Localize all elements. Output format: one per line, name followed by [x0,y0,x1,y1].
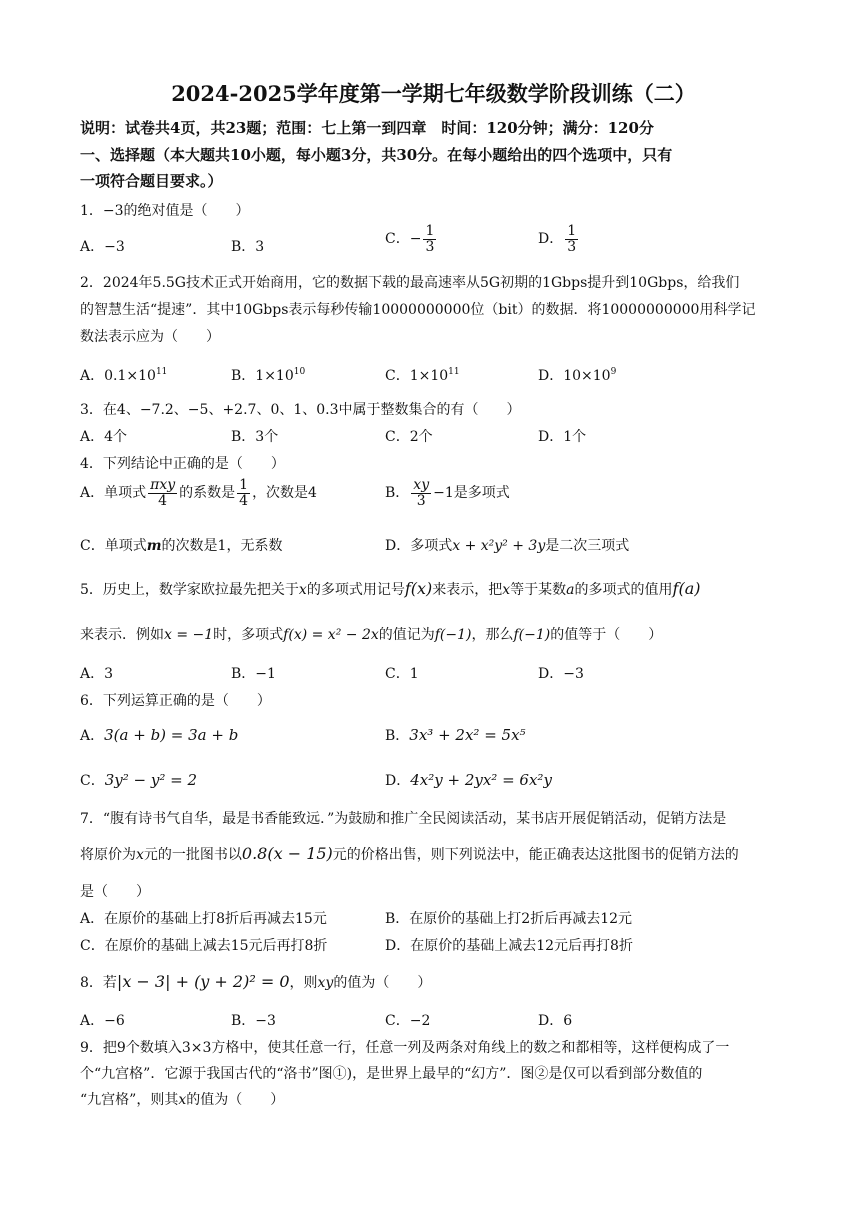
q6-option-c: C．3y² − y² = 2 [80,771,197,789]
q2-option-d: D．$10\times 10^9$ [538,367,617,384]
question-7-stem-3: 是（ ） [80,884,150,900]
q2-option-a: A．$0.1\times 10^{11}$ [80,367,168,384]
q4-option-c: C．单项式m的次数是1，无系数 [80,538,283,554]
question-5-stem-2: 来表示．例如x = −1时，多项式f(x) = x² − 2x的值记为f(−1)，那么f(−1)的值等于（ ） [80,627,663,643]
question-4-stem: 4．下列结论中正确的是（ ） [80,456,285,472]
q3-option-d: D．1个 [538,429,587,445]
q6-option-a: A．3(a + b) = 3a + b [80,726,239,744]
q6-option-b: B．3x³ + 2x² = 5x⁵ [385,726,526,744]
question-9-stem-3: “九宫格”，则其x的值为（ ） [80,1092,285,1108]
q4-option-a: A．单项式 $\frac{\text{πxy}}{4}$ 的系数是 $\frac{1}{4}$ ，次数是4 [80,477,317,509]
q7-option-a: A．在原价的基础上打8折后再减去15元 [80,911,327,927]
question-1-stem: 1．−3的绝对值是（ ） [80,203,250,219]
q4-option-d: D．多项式x + x²y² + 3y是二次三项式 [385,538,630,554]
q5-option-d: D．−3 [538,666,584,682]
q3-option-a: A．4个 [80,429,128,445]
q7-option-b: B．在原价的基础上打2折后再减去12元 [385,911,633,927]
question-7-stem-1: 7．“腹有诗书气自华，最是书香能致远．”为鼓励和推广全民阅读活动，某书店开展促销活动，促销方法是 [80,811,727,827]
question-6-stem: 6．下列运算正确的是（ ） [80,693,271,709]
question-2-stem-3: 数法表示应为（ ） [80,329,220,345]
q8-option-d: D．6 [538,1013,573,1029]
question-3-stem: 3．在4、−7.2、−5、+2.7、0、1、0.3中属于整数集合的有（ ） [80,402,521,418]
q3-option-c: C．2个 [385,429,433,445]
q8-option-b: B．−3 [231,1013,276,1029]
section-heading-2: 一项符合题目要求。） [80,172,223,190]
q5-option-a: A．3 [80,666,114,682]
q8-option-c: C．−2 [385,1013,431,1029]
question-9-stem-2: 个“九宫格”．它源于我国古代的“洛书”图①)，是世界上最早的“幻方”．图②是仅可以看到部分数值的 [80,1066,703,1082]
q1-option-c: C．− $\frac{1}{3}$ [385,223,435,255]
q7-option-c: C．在原价的基础上减去15元后再打8折 [80,938,328,954]
q3-option-b: B．3个 [231,429,279,445]
exam-title: 2024-2025学年度第一学期七年级数学阶段训练（二） [171,81,696,106]
question-9-stem-1: 9．把9个数填入3×3方格中，使其任意一行，任意一列及两条对角线上的数之和都相等，这样便构成了一 [80,1040,730,1056]
question-2-stem-1: 2．2024年5.5G技术正式开始商用，它的数据下载的最高速率从5G初期的1Gbps提升到10Gbps，给我们 [80,275,740,291]
question-2-stem-2: 的智慧生活“提速”．其中10Gbps表示每秒传输10000000000位（bit）的数据．将10000000000用科学记 [80,302,756,318]
q1-option-b: B．3 [231,239,265,255]
q8-option-a: A．−6 [80,1013,125,1029]
q4-option-b: B． $\frac{xy}{3}$ −1是多项式 [385,477,510,509]
question-7-stem-2: 将原价为x元的一批图书以0.8(x − 15)元的价格出售，则下列说法中，能正确表达这批图书的促销方法的 [80,844,739,863]
q5-option-c: C．1 [385,666,419,682]
question-5-stem-1: 5．历史上，数学家欧拉最先把关于x的多项式用记号f(x)来表示，把x等于某数a的多项式的值用f(a) [80,579,701,598]
question-8-stem: 8．若|x − 3| + (y + 2)² = 0，则xy的值为（ ） [80,972,432,991]
q5-option-b: B．−1 [231,666,276,682]
exam-instructions: 说明：试卷共4页，共23题；范围：七上第一到四章 时间：120分钟；满分：120分 [80,119,654,137]
q2-option-b: B．$1\times 10^{10}$ [231,367,306,384]
q2-option-c: C．$1\times 10^{11}$ [385,367,460,384]
q7-option-d: D．在原价的基础上减去12元后再打8折 [385,938,633,954]
q1-option-d: D． $\frac{1}{3}$ [538,223,577,255]
q6-option-d: D．4x²y + 2yx² = 6x²y [385,771,552,789]
section-heading-1: 一、选择题（本大题共10小题，每小题3分，共30分。在每小题给出的四个选项中，只有 [80,146,673,164]
q1-option-a: A．−3 [80,239,125,255]
